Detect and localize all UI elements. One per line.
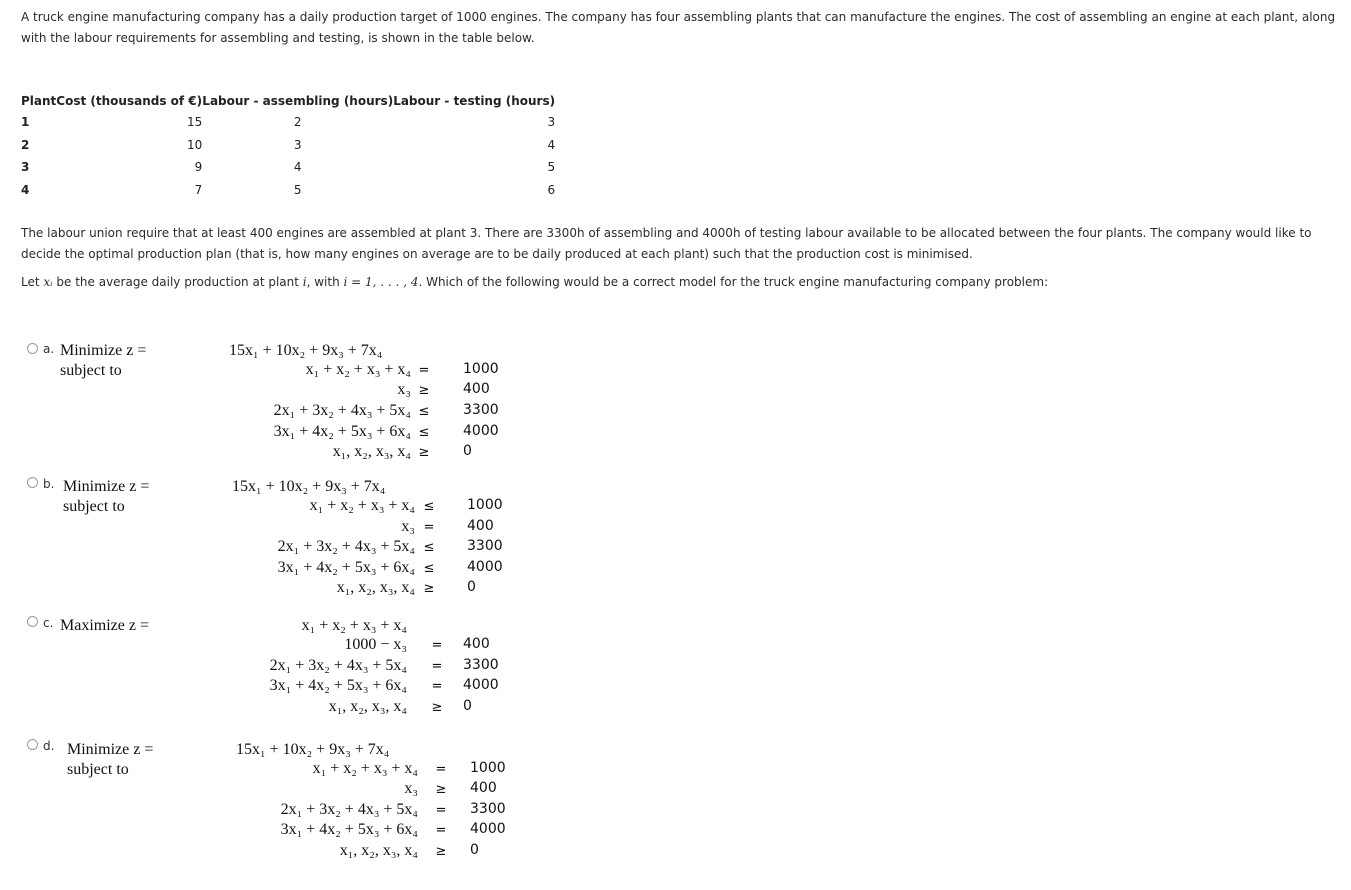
- option-b-c5-rhs: 0: [467, 579, 476, 595]
- prompt-prefix: Let: [21, 275, 44, 289]
- table-row: [21, 179, 555, 202]
- prompt-var: xᵢ: [43, 275, 53, 289]
- option-d-radio[interactable]: [27, 739, 38, 750]
- option-d-c3-rel: =: [435, 803, 447, 818]
- option-b-c1-rel: ≤: [423, 499, 435, 514]
- option-d-c5-rel: ≥: [435, 844, 447, 859]
- option-b-c5-lhs: x₁, x₂, x₃, x₄: [336, 579, 415, 596]
- table-header-assembling: Labour - assembling (hours): [202, 94, 394, 108]
- option-c-sense: Maximize z =: [60, 617, 149, 634]
- option-d-c4-lhs: 3x₁ + 4x₂ + 5x₃ + 6x₄: [280, 821, 418, 838]
- table-cell: 5: [293, 182, 302, 197]
- option-a-c1-lhs: x₁ + x₂ + x₃ + x₄: [305, 361, 411, 378]
- option-c-c2-rel: =: [431, 659, 443, 674]
- option-d-c1-rhs: 1000: [470, 760, 506, 776]
- option-b-c1-rhs: 1000: [467, 497, 503, 513]
- option-b-radio[interactable]: [27, 477, 38, 488]
- option-a-c3-rel: ≤: [418, 404, 430, 419]
- option-d-sense: Minimize z =: [67, 741, 154, 758]
- option-b-objective: 15x₁ + 10x₂ + 9x₃ + 7x₄: [232, 478, 386, 495]
- option-a-sense: Minimize z =: [60, 342, 147, 359]
- prompt-mid: be the average daily production at plant: [52, 275, 303, 289]
- option-b-c2-rel: =: [423, 520, 435, 535]
- option-c-letter: c.: [43, 616, 54, 630]
- option-c-c3-rhs: 4000: [463, 677, 499, 693]
- option-d-c3-rhs: 3300: [470, 801, 506, 817]
- table-cell: 10: [187, 137, 203, 152]
- option-d-c2-rhs: 400: [470, 780, 497, 796]
- table-cell: 1: [21, 115, 30, 130]
- option-c-c1-rel: =: [431, 638, 443, 653]
- option-d-c5-lhs: x₁, x₂, x₃, x₄: [339, 842, 418, 859]
- prompt-range: i = 1, . . . , 4: [343, 275, 419, 289]
- option-a-c1-rhs: 1000: [463, 361, 499, 377]
- table-cell: 2: [293, 115, 302, 130]
- prompt-suffix: . Which of the following would be a correct model for the truck engine manufacturing company problem:: [418, 275, 1049, 289]
- option-a-c5-rhs: 0: [463, 443, 472, 459]
- option-a-c4-rel: ≤: [418, 425, 430, 440]
- option-b-c4-rel: ≤: [423, 561, 435, 576]
- table-cell: 9: [194, 160, 203, 175]
- table-header-cost: Cost (thousands of €): [56, 94, 203, 108]
- table-cell: 15: [187, 115, 203, 130]
- option-b-c4-rhs: 4000: [467, 559, 503, 575]
- option-d-c1-lhs: x₁ + x₂ + x₃ + x₄: [312, 760, 418, 777]
- problem-intro: A truck engine manufacturing company has a daily production target of 1000 engines. The company has four assembling plants that can manufacture the engines. The cost of assembling an engine at each plant, along with the labour requirements for assembling and testing, is shown in the table below.: [21, 10, 1336, 45]
- option-a-c4-lhs: 3x₁ + 4x₂ + 5x₃ + 6x₄: [273, 423, 411, 440]
- table-row: [21, 111, 555, 134]
- option-d-c3-lhs: 2x₁ + 3x₂ + 4x₃ + 5x₄: [280, 801, 418, 818]
- option-a-objective: 15x₁ + 10x₂ + 9x₃ + 7x₄: [229, 342, 383, 359]
- option-b-c4-lhs: 3x₁ + 4x₂ + 5x₃ + 6x₄: [277, 559, 415, 576]
- option-c-c4-lhs: x₁, x₂, x₃, x₄: [328, 698, 407, 715]
- table-row: [21, 134, 555, 157]
- option-b-subject-to: subject to: [63, 498, 125, 515]
- table-cell: 2: [21, 137, 30, 152]
- option-c-radio[interactable]: [27, 616, 38, 627]
- option-d-letter: d.: [43, 739, 55, 753]
- option-b-c3-lhs: 2x₁ + 3x₂ + 4x₃ + 5x₄: [277, 538, 415, 555]
- table-cell: 4: [547, 137, 556, 152]
- option-d-objective: 15x₁ + 10x₂ + 9x₃ + 7x₄: [236, 741, 390, 758]
- option-a-subject-to: subject to: [60, 362, 122, 379]
- option-b-letter: b.: [43, 477, 55, 491]
- option-c-c1-rhs: 400: [463, 636, 490, 652]
- table-cell: 3: [293, 137, 302, 152]
- plant-data-table: [21, 91, 555, 201]
- table-cell: 3: [21, 160, 30, 175]
- option-a-c2-rel: ≥: [418, 383, 430, 398]
- option-b-c2-rhs: 400: [467, 518, 494, 534]
- problem-constraints-text: The labour union require that at least 400 engines are assembled at plant 3. There are 3300h of assembling and 4000h of testing labour available to be allocated between the four plants. The company would like to decide the optimal production plan (that is, how many engines on average are to be daily produced at each plant) such that the production cost is minimised.: [21, 226, 1312, 261]
- option-b-c2-lhs: x₃: [401, 518, 415, 535]
- option-a-c3-rhs: 3300: [463, 402, 499, 418]
- table-cell: 4: [21, 182, 30, 197]
- table-row: [21, 156, 555, 179]
- option-b-c1-lhs: x₁ + x₂ + x₃ + x₄: [309, 497, 415, 514]
- option-c-c2-rhs: 3300: [463, 657, 499, 673]
- option-a-c1-rel: =: [418, 363, 430, 378]
- option-c-c4-rhs: 0: [463, 698, 472, 714]
- option-d-c5-rhs: 0: [470, 842, 479, 858]
- table-cell: 4: [293, 160, 302, 175]
- option-c-c2-lhs: 2x₁ + 3x₂ + 4x₃ + 5x₄: [269, 657, 407, 674]
- option-c-c3-rel: =: [431, 679, 443, 694]
- option-b-sense: Minimize z =: [63, 478, 150, 495]
- option-a-letter: a.: [43, 342, 55, 356]
- option-b-c3-rel: ≤: [423, 540, 435, 555]
- prompt-idx: i: [302, 275, 307, 289]
- option-b-c5-rel: ≥: [423, 581, 435, 596]
- option-d-c4-rhs: 4000: [470, 821, 506, 837]
- option-a-c3-lhs: 2x₁ + 3x₂ + 4x₃ + 5x₄: [273, 402, 411, 419]
- option-a-c4-rhs: 4000: [463, 423, 499, 439]
- option-c-c3-lhs: 3x₁ + 4x₂ + 5x₃ + 6x₄: [269, 677, 407, 694]
- option-d-c2-lhs: x₃: [404, 780, 418, 797]
- option-a-c2-lhs: x₃: [397, 381, 411, 398]
- option-a-c5-lhs: x₁, x₂, x₃, x₄: [332, 443, 411, 460]
- table-cell: 7: [194, 182, 203, 197]
- option-d-subject-to: subject to: [67, 761, 129, 778]
- table-header-testing: Labour - testing (hours): [393, 94, 556, 108]
- option-c-c1-lhs: 1000 − x₃: [344, 636, 407, 653]
- table-cell: 6: [547, 182, 556, 197]
- option-a-c2-rhs: 400: [463, 381, 490, 397]
- option-d-c4-rel: =: [435, 823, 447, 838]
- option-d-c2-rel: ≥: [435, 782, 447, 797]
- option-b-c3-rhs: 3300: [467, 538, 503, 554]
- option-a-c5-rel: ≥: [418, 445, 430, 460]
- question-prompt: [21, 272, 1336, 293]
- option-a-radio[interactable]: [27, 343, 38, 354]
- option-c-objective: x₁ + x₂ + x₃ + x₄: [301, 617, 407, 634]
- option-d-c1-rel: =: [435, 762, 447, 777]
- option-c-c4-rel: ≥: [431, 700, 443, 715]
- table-header-plant: Plant: [21, 94, 57, 108]
- table-cell: 3: [547, 115, 556, 130]
- table-header-row: [21, 91, 555, 111]
- prompt-mid2: , with: [306, 275, 344, 289]
- table-cell: 5: [547, 160, 556, 175]
